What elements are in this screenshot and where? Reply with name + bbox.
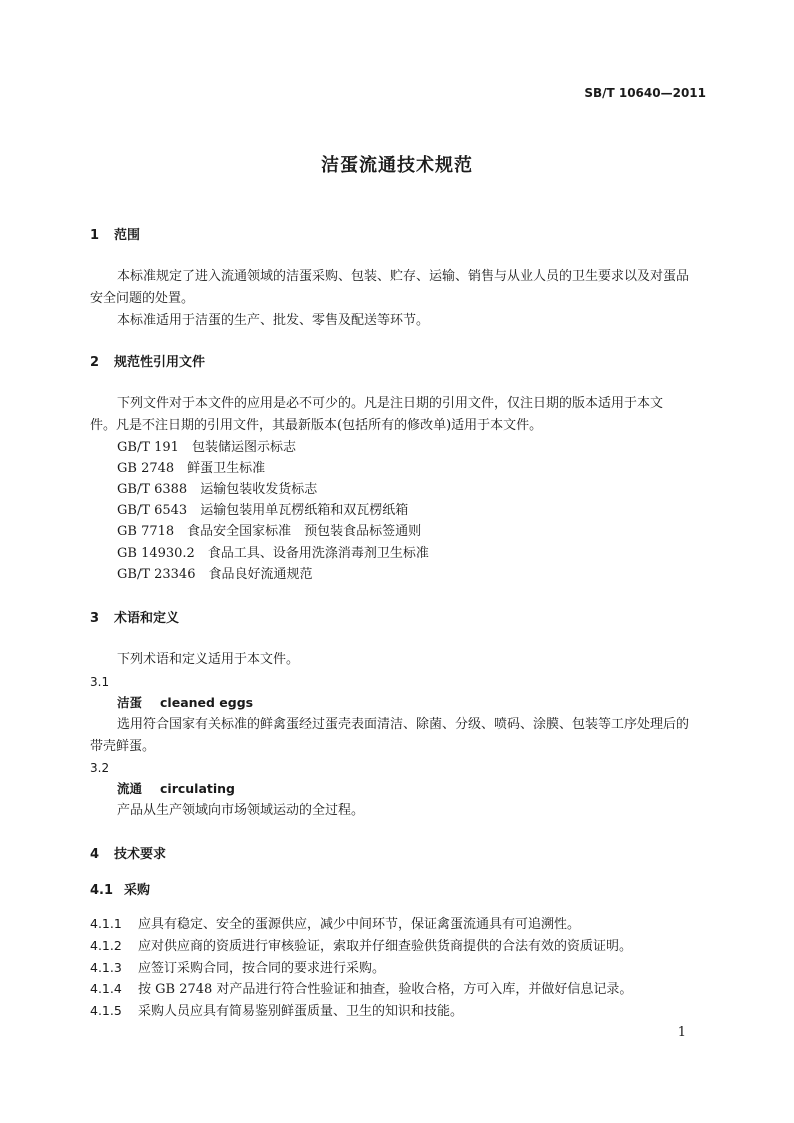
term-definition-continuation: 带壳鲜蛋。 — [90, 739, 156, 754]
reference-code: GB 7718 — [117, 524, 175, 539]
clause-item-text: 按 GB 2748 对产品进行符合性验证和抽查，验收合格，方可入库，并做好信息记录。 — [138, 982, 633, 997]
clause-item-text: 应对供应商的资质进行审核验证，索取并仔细查验供货商提供的合法有效的资质证明。 — [138, 939, 633, 954]
section-heading-1 — [90, 229, 140, 242]
reference-title: 运输包装收发货标志 — [200, 482, 318, 497]
paragraph: 下列术语和定义适用于本文件。 — [117, 652, 300, 667]
reference-code: GB/T 6543 — [117, 503, 188, 518]
section-heading-4 — [90, 848, 166, 861]
subsection-title: 采购 — [124, 883, 151, 898]
paragraph: 本标准适用于洁蛋的生产、批发、零售及配送等环节。 — [117, 313, 430, 328]
reference-item — [117, 547, 429, 560]
section-title: 规范性引用文件 — [114, 355, 206, 370]
section-number: 4 — [90, 847, 100, 862]
reference-title: 食品良好流通规范 — [208, 567, 313, 582]
standard-code: SB/T 10640—2011 — [584, 86, 706, 100]
clause-item — [90, 1005, 463, 1018]
term-en: circulating — [160, 781, 236, 796]
clause-item — [90, 918, 580, 931]
section-title: 范围 — [114, 228, 141, 243]
term-zh: 洁蛋 — [117, 695, 143, 710]
reference-code: GB/T 6388 — [117, 482, 188, 497]
reference-title: 运输包装用单瓦楞纸箱和双瓦楞纸箱 — [200, 503, 409, 518]
clause-item-text: 应具有稳定、安全的蛋源供应，减少中间环节，保证禽蛋流通具有可追溯性。 — [138, 917, 581, 932]
clause-item — [90, 940, 632, 953]
reference-item — [117, 483, 317, 496]
section-heading-2 — [90, 356, 205, 369]
page-number: 1 — [677, 1025, 686, 1040]
section-heading-3 — [90, 612, 179, 625]
section-title: 技术要求 — [114, 847, 167, 862]
term-entry — [117, 697, 253, 710]
term-definition: 选用符合国家有关标准的鲜禽蛋经过蛋壳表面清洁、除菌、分级、喷码、涂膜、包装等工序处理后的 — [117, 717, 690, 732]
term-entry — [117, 783, 235, 796]
subsection-heading — [90, 884, 150, 897]
clause-item-number: 4.1.3 — [90, 960, 122, 975]
clause-item-number: 4.1.4 — [90, 981, 122, 996]
reference-item — [117, 568, 313, 581]
section-number: 1 — [90, 228, 100, 243]
clause-item-number: 4.1.2 — [90, 938, 122, 953]
reference-code: GB/T 191 — [117, 440, 179, 455]
reference-code: GB 2748 — [117, 461, 175, 476]
reference-title: 包装储运图示标志 — [191, 440, 296, 455]
section-number: 2 — [90, 355, 100, 370]
reference-item — [117, 525, 421, 538]
reference-code: GB 14930.2 — [117, 546, 195, 561]
clause-item-number: 4.1.5 — [90, 1003, 122, 1018]
clause-item-number: 4.1.1 — [90, 916, 122, 931]
term-zh: 流通 — [117, 781, 143, 796]
reference-item — [117, 462, 265, 475]
reference-title: 食品安全国家标准 预包装食品标签通则 — [187, 524, 422, 539]
term-en: cleaned eggs — [160, 695, 254, 710]
term-definition: 产品从生产领域向市场领域运动的全过程。 — [117, 803, 365, 818]
reference-title: 鲜蛋卫生标准 — [187, 461, 266, 476]
paragraph-continuation: 件。凡是不注日期的引用文件，其最新版本(包括所有的修改单)适用于本文件。 — [90, 418, 543, 433]
paragraph-continuation: 安全问题的处置。 — [90, 291, 195, 306]
paragraph: 下列文件对于本文件的应用是必不可少的。凡是注日期的引用文件，仅注日期的版本适用于本文 — [117, 396, 664, 411]
document-title: 洁蛋流通技术规范 — [321, 155, 473, 176]
clause-number: 3.2 — [90, 761, 110, 775]
reference-item — [117, 441, 296, 454]
clause-number: 3.1 — [90, 675, 110, 689]
reference-code: GB/T 23346 — [117, 567, 196, 582]
section-number: 3 — [90, 611, 100, 626]
clause-item-text: 应签订采购合同，按合同的要求进行采购。 — [138, 961, 386, 976]
subsection-number: 4.1 — [90, 883, 114, 898]
clause-item-text: 采购人员应具有简易鉴别鲜蛋质量、卫生的知识和技能。 — [138, 1004, 464, 1019]
paragraph: 本标准规定了进入流通领域的洁蛋采购、包装、贮存、运输、销售与从业人员的卫生要求以及对蛋品 — [117, 269, 690, 284]
reference-title: 食品工具、设备用洗涤消毒剂卫生标准 — [207, 546, 429, 561]
clause-item — [90, 983, 632, 996]
reference-item — [117, 504, 408, 517]
section-title: 术语和定义 — [114, 611, 180, 626]
clause-item — [90, 962, 385, 975]
